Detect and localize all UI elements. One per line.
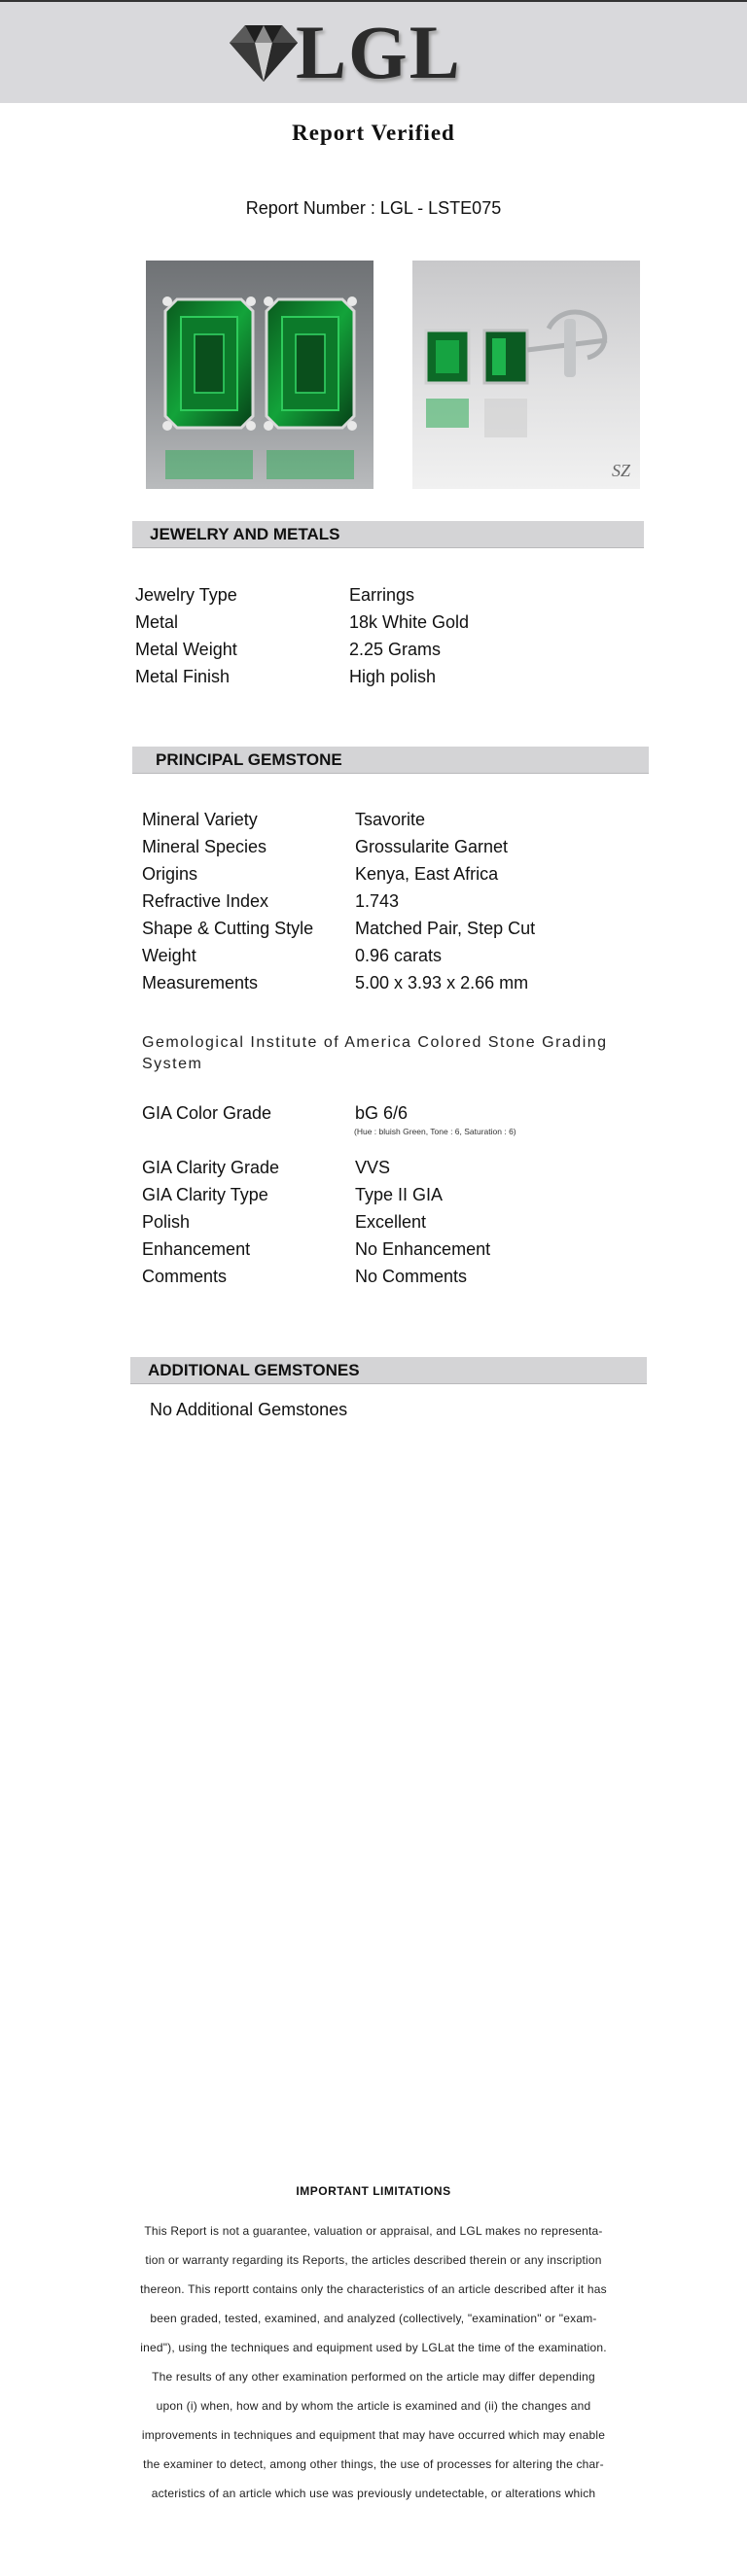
header-bar xyxy=(0,0,747,103)
gemstone-row xyxy=(142,888,535,915)
jewelry-row xyxy=(135,609,469,636)
metal-finish-label: Metal Finish xyxy=(135,667,231,686)
emerald-cut-earrings-icon xyxy=(146,261,374,489)
limitations-line: The results of any other examination performed on the article may differ depending xyxy=(152,2370,595,2384)
polish-value: Excellent xyxy=(355,1212,427,1232)
enhancement-label: Enhancement xyxy=(142,1239,251,1259)
limitations-line: acteristics of an article which use was previously undetectable, or alterations which xyxy=(151,2487,596,2500)
refractive-index-label: Refractive Index xyxy=(142,891,269,911)
color-grade-label: GIA Color Grade xyxy=(142,1103,272,1123)
gemstone-row xyxy=(142,1181,490,1208)
measurements-value: 5.00 x 3.93 x 2.66 mm xyxy=(355,973,529,992)
jewelry-row xyxy=(135,581,469,609)
metal-weight-value: 2.25 Grams xyxy=(349,640,442,659)
report-number: Report Number : LGL - LSTE075 xyxy=(245,198,502,218)
clarity-grade-label: GIA Clarity Grade xyxy=(142,1158,280,1177)
metal-value: 18k White Gold xyxy=(349,612,470,632)
gemstone-row xyxy=(142,915,535,942)
jewelry-row xyxy=(135,636,469,663)
mineral-species-label: Mineral Species xyxy=(142,837,267,856)
page-title: Report Verified xyxy=(292,121,455,145)
additional-gemstones-text: No Additional Gemstones xyxy=(150,1400,348,1419)
earrings-side-photo xyxy=(412,261,640,489)
additional-section-heading: ADDITIONAL GEMSTONES xyxy=(130,1357,647,1384)
mineral-variety-value: Tsavorite xyxy=(355,810,426,829)
mineral-species-value: Grossularite Garnet xyxy=(355,837,509,856)
limitations-line: tion or warranty regarding its Reports, the articles described therein or any inscription xyxy=(145,2253,602,2267)
weight-label: Weight xyxy=(142,946,196,965)
gemstone-details xyxy=(142,806,535,996)
limitations-line: This Report is not a guarantee, valuation or appraisal, and LGL makes no representa- xyxy=(144,2224,603,2238)
shape-cutting-style-label: Shape & Cutting Style xyxy=(142,919,314,938)
photo-watermark: SZ xyxy=(612,461,631,480)
origins-value: Kenya, East Africa xyxy=(355,864,499,884)
diamond-logo-icon xyxy=(226,21,302,84)
comments-value: No Comments xyxy=(355,1267,468,1286)
grading-details xyxy=(142,1154,490,1290)
mineral-variety-label: Mineral Variety xyxy=(142,810,258,829)
limitations-heading: IMPORTANT LIMITATIONS xyxy=(296,2184,451,2198)
limitations-line: improvements in techniques and equipment that may have occurred which may enable xyxy=(141,2428,606,2442)
gemstone-row xyxy=(142,942,535,969)
clarity-type-label: GIA Clarity Type xyxy=(142,1185,268,1204)
color-grade-row xyxy=(142,1099,408,1127)
measurements-label: Measurements xyxy=(142,973,259,992)
polish-label: Polish xyxy=(142,1212,191,1232)
gemstone-row xyxy=(142,969,535,996)
limitations-line: upon (i) when, how and by whom the article is examined and (ii) the changes and xyxy=(156,2399,591,2413)
enhancement-value: No Enhancement xyxy=(355,1239,491,1259)
grading-system-note: Gemological Institute of America Colored Stone Grading System xyxy=(142,1034,608,1072)
limitations-text xyxy=(97,2216,650,2508)
gemstone-row xyxy=(142,833,535,860)
origins-label: Origins xyxy=(142,864,198,884)
jewelry-type-label: Jewelry Type xyxy=(135,585,237,605)
jewelry-section-heading: JEWELRY AND METALS xyxy=(132,521,644,548)
gemstone-row xyxy=(142,1154,490,1181)
gemstone-row xyxy=(142,1236,490,1263)
gemstone-row xyxy=(142,806,535,833)
limitations-line: the examiner to detect, among other things, the use of processes for altering the char- xyxy=(143,2457,604,2471)
jewelry-details xyxy=(135,581,469,690)
gemstone-row xyxy=(142,1263,490,1290)
metal-label: Metal xyxy=(135,612,179,632)
shape-cutting-style-value: Matched Pair, Step Cut xyxy=(355,919,536,938)
metal-weight-label: Metal Weight xyxy=(135,640,237,659)
limitations-line: thereon. This reportt contains only the characteristics of an article described after it has xyxy=(140,2282,607,2296)
gemstone-row xyxy=(142,860,535,888)
color-grade-value: bG 6/6 xyxy=(355,1103,409,1123)
color-grade-note: (Hue : bluish Green, Tone : 6, Saturation : 6) xyxy=(354,1127,516,1136)
comments-label: Comments xyxy=(142,1267,228,1286)
clarity-type-value: Type II GIA xyxy=(355,1185,444,1204)
metal-finish-value: High polish xyxy=(349,667,437,686)
gemstone-row xyxy=(142,1208,490,1236)
jewelry-row xyxy=(135,663,469,690)
refractive-index-value: 1.743 xyxy=(355,891,400,911)
weight-value: 0.96 carats xyxy=(355,946,443,965)
clarity-grade-value: VVS xyxy=(355,1158,391,1177)
limitations-line: been graded, tested, examined, and analyzed (collectively, "examination" or "exam- xyxy=(150,2312,597,2325)
earrings-front-photo xyxy=(146,261,374,489)
jewelry-type-value: Earrings xyxy=(349,585,415,605)
limitations-line: ined"), using the techniques and equipment used by LGLat the time of the examination. xyxy=(140,2341,607,2354)
earring-side-view-icon xyxy=(412,261,640,489)
brand-logo[interactable] xyxy=(226,10,462,94)
brand-name: LGL xyxy=(296,10,462,94)
gemstone-section-heading: PRINCIPAL GEMSTONE xyxy=(132,747,649,774)
